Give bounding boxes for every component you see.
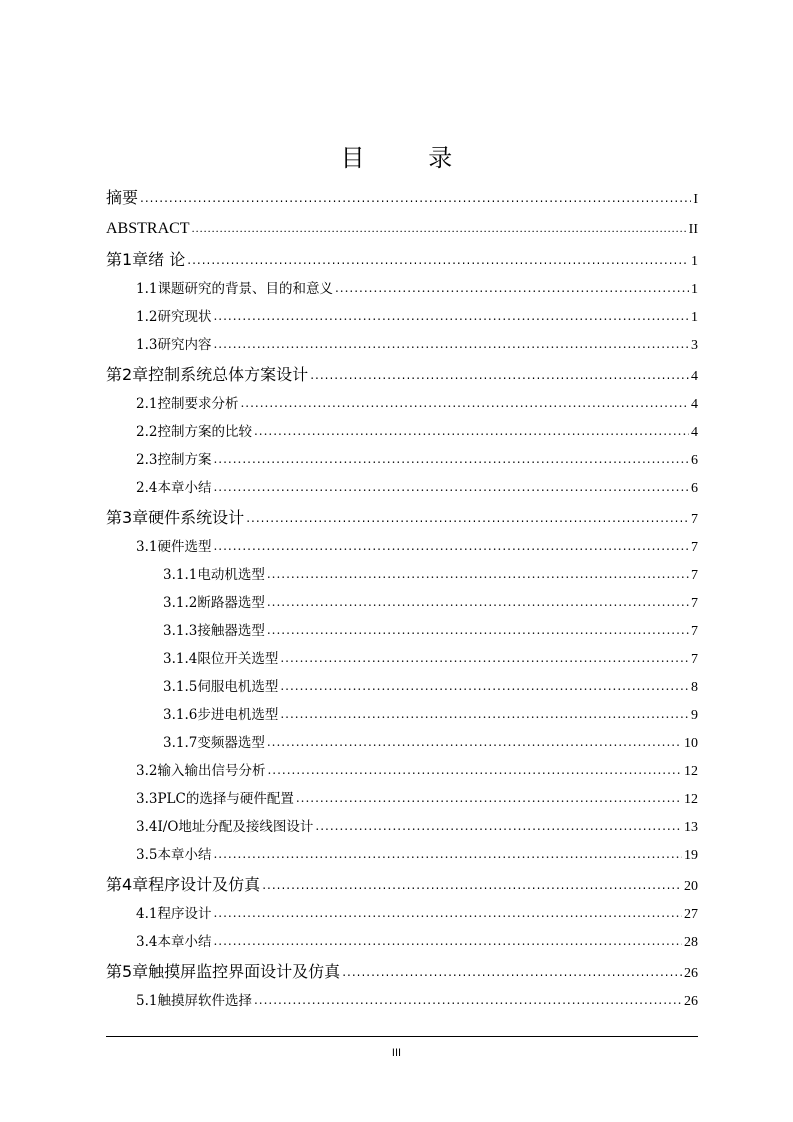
toc-entry-label: 1.3研究内容 (136, 337, 212, 353)
toc-entry-label: 3.1.1电动机选型 (163, 567, 265, 583)
dot-leader (192, 222, 687, 234)
toc-entry[interactable] (106, 446, 698, 474)
toc-entry[interactable] (106, 673, 698, 701)
dot-leader (246, 512, 689, 524)
dot-leader (254, 994, 682, 1006)
toc-entry[interactable] (106, 418, 698, 446)
table-of-contents (106, 182, 698, 1015)
dot-leader (267, 568, 689, 580)
page-title: 目 录 (340, 144, 481, 172)
toc-entry-label: 3.2输入输出信号分析 (136, 763, 266, 779)
toc-entry-label: 3.1硬件选型 (136, 539, 212, 555)
toc-entry-page: 7 (691, 596, 698, 611)
dot-leader (213, 907, 682, 919)
toc-entry-page: 1 (691, 310, 698, 325)
toc-entry[interactable] (106, 869, 698, 900)
toc-entry-page: 3 (691, 338, 698, 353)
toc-entry-page: 12 (684, 764, 698, 779)
toc-entry[interactable] (106, 390, 698, 418)
toc-entry-page: 6 (691, 481, 698, 496)
toc-entry-page: 26 (684, 994, 698, 1009)
toc-entry-page: 7 (691, 540, 698, 555)
toc-entry[interactable] (106, 244, 698, 275)
dot-leader (262, 879, 682, 891)
dot-leader (213, 481, 689, 493)
toc-entry[interactable] (106, 785, 698, 813)
toc-entry[interactable] (106, 617, 698, 645)
toc-entry-page: 4 (691, 425, 698, 440)
toc-entry[interactable] (106, 303, 698, 331)
toc-entry[interactable] (106, 900, 698, 928)
toc-entry[interactable] (106, 474, 698, 502)
toc-entry-page: 19 (684, 848, 698, 863)
toc-entry-label: 3.1.5伺服电机选型 (163, 679, 279, 695)
toc-entry-label: 1.2研究现状 (136, 309, 212, 325)
toc-entry-page: 12 (684, 792, 698, 807)
toc-entry-label: 3.4I/O地址分配及接线图设计 (136, 819, 314, 835)
toc-entry-label: 5.1触摸屏软件选择 (136, 993, 252, 1009)
toc-entry-page: II (688, 222, 698, 237)
toc-entry-label: 2.3控制方案 (136, 452, 212, 468)
toc-entry-page: 7 (691, 652, 698, 667)
toc-entry[interactable] (106, 841, 698, 869)
dot-leader (187, 254, 689, 266)
dot-leader (254, 425, 689, 437)
toc-entry-label: 3.1.2断路器选型 (163, 595, 265, 611)
dot-leader (267, 764, 682, 776)
toc-entry[interactable] (106, 561, 698, 589)
toc-entry-page: 7 (691, 512, 698, 527)
dot-leader (280, 708, 689, 720)
toc-entry-label: ABSTRACT (106, 220, 190, 237)
dot-leader (267, 736, 682, 748)
toc-entry[interactable] (106, 589, 698, 617)
page-number: III (391, 1047, 402, 1059)
dot-leader (310, 369, 689, 381)
toc-entry-page: 1 (691, 282, 698, 297)
toc-entry-page: 7 (691, 624, 698, 639)
toc-entry[interactable] (106, 182, 698, 213)
toc-entry[interactable] (106, 956, 698, 987)
toc-entry-label: 3.1.7变频器选型 (163, 735, 265, 751)
toc-entry-label: 3.1.3接触器选型 (163, 623, 265, 639)
toc-entry[interactable] (106, 213, 698, 244)
dot-leader (342, 966, 682, 978)
dot-leader (213, 453, 689, 465)
dot-leader (267, 596, 689, 608)
dot-leader (213, 848, 682, 860)
toc-entry-label: 3.4本章小结 (136, 934, 212, 950)
toc-entry[interactable] (106, 359, 698, 390)
toc-entry-label: 3.5本章小结 (136, 847, 212, 863)
dot-leader (267, 624, 689, 636)
toc-entry-page: 6 (691, 453, 698, 468)
toc-entry-page: I (693, 192, 698, 207)
toc-entry[interactable] (106, 502, 698, 533)
toc-entry-label: 第3章硬件系统设计 (106, 508, 245, 527)
toc-entry[interactable] (106, 813, 698, 841)
toc-entry-page: 13 (684, 820, 698, 835)
footer-divider (106, 1036, 698, 1037)
toc-entry-label: 第2章控制系统总体方案设计 (106, 365, 309, 384)
toc-entry[interactable] (106, 331, 698, 359)
toc-entry[interactable] (106, 701, 698, 729)
dot-leader (315, 820, 682, 832)
dot-leader (213, 540, 689, 552)
toc-entry-page: 26 (684, 966, 698, 981)
dot-leader (335, 282, 689, 294)
toc-entry-page: 27 (684, 907, 698, 922)
toc-entry-page: 8 (691, 680, 698, 695)
toc-entry-page: 9 (691, 708, 698, 723)
toc-entry[interactable] (106, 987, 698, 1015)
toc-entry-label: 2.2控制方案的比较 (136, 424, 252, 440)
dot-leader (296, 792, 682, 804)
toc-entry[interactable] (106, 729, 698, 757)
toc-entry-page: 28 (684, 935, 698, 950)
toc-entry-label: 第1章绪 论 (106, 250, 186, 269)
dot-leader (213, 338, 689, 350)
toc-entry-page: 4 (691, 397, 698, 412)
toc-entry[interactable] (106, 275, 698, 303)
toc-entry-page: 4 (691, 369, 698, 384)
dot-leader (240, 397, 689, 409)
toc-entry-label: 4.1程序设计 (136, 906, 212, 922)
dot-leader (213, 310, 689, 322)
toc-entry-page: 1 (691, 254, 698, 269)
toc-entry-page: 20 (684, 879, 698, 894)
toc-entry[interactable] (106, 928, 698, 956)
dot-leader (280, 680, 689, 692)
toc-entry[interactable] (106, 533, 698, 561)
toc-entry-label: 2.1控制要求分析 (136, 396, 239, 412)
toc-entry-label: 3.1.4限位开关选型 (163, 651, 279, 667)
toc-entry-label: 1.1课题研究的背景、目的和意义 (136, 281, 333, 297)
toc-entry-label: 3.1.6步进电机选型 (163, 707, 279, 723)
toc-entry-label: 第4章程序设计及仿真 (106, 875, 261, 894)
toc-entry-label: 摘要 (106, 188, 139, 207)
toc-entry[interactable] (106, 645, 698, 673)
toc-entry-label: 3.3PLC的选择与硬件配置 (136, 791, 294, 807)
toc-entry-page: 7 (691, 568, 698, 583)
toc-entry-label: 2.4本章小结 (136, 480, 212, 496)
dot-leader (140, 192, 691, 204)
dot-leader (280, 652, 689, 664)
toc-entry[interactable] (106, 757, 698, 785)
toc-entry-page: 10 (684, 736, 698, 751)
toc-entry-label: 第5章触摸屏监控界面设计及仿真 (106, 962, 341, 981)
dot-leader (213, 935, 682, 947)
